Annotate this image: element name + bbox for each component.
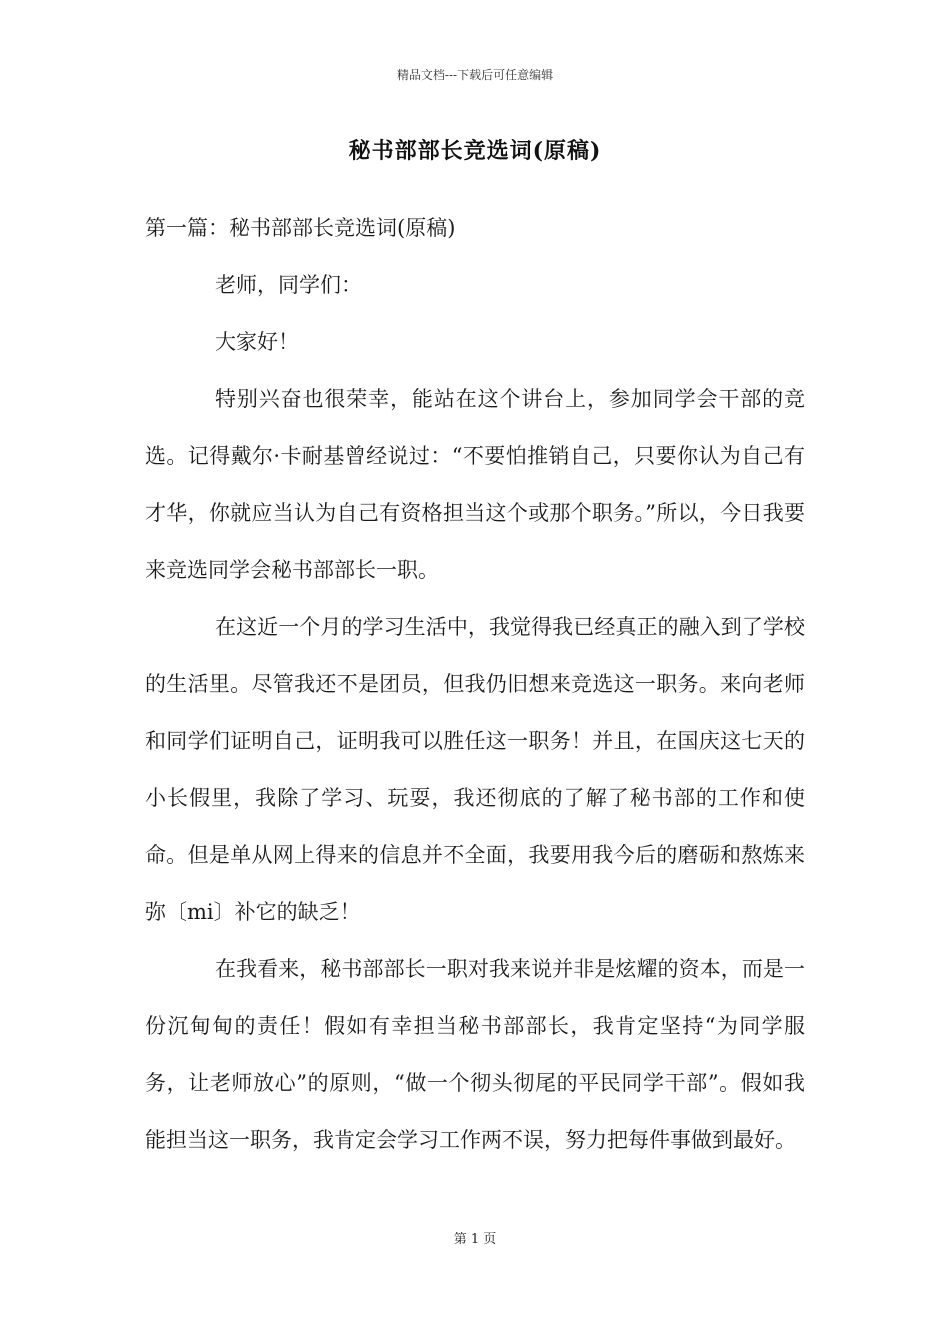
section-heading: 第一篇：秘书部部长竞选词(原稿): [145, 216, 456, 240]
salutation: 大家好！: [215, 330, 299, 354]
document-title: 秘书部部长竞选词(原稿): [348, 138, 602, 164]
paragraph: 在这近一个月的学习生活中，我觉得我已经真正的融入到了学校的生活里。尽管我还不是团员，但我仍旧想来竞选这一职务。来向老师和同学们证明自己，证明我可以胜任这一职务！并且，在国庆这七天的小长假里，我除了学习、玩耍，我还彻底的了解了秘书部的工作和使命。但是单从网上得来的信息并不全面，我要用我今后的磨砺和熬炼来弥〔mi〕补它的缺乏！: [145, 615, 805, 924]
page-number: 第 1 页: [453, 1232, 497, 1247]
greeting: 老师，同学们：: [215, 273, 362, 297]
header-note: 精品文档---下载后可任意编辑: [396, 68, 554, 82]
document-body: [145, 200, 805, 1169]
paragraph: 特别兴奋也很荣幸，能站在这个讲台上，参加同学会干部的竞选。记得戴尔·卡耐基曾经说过：“不要怕推销自己，只要你认为自己有才华，你就应当认为自己有资格担当这个或那个职务。”所以，今日我要来竞选同学会秘书部部长一职。: [145, 387, 805, 582]
paragraph: 在我看来，秘书部部长一职对我来说并非是炫耀的资本，而是一份沉甸甸的责任！假如有幸担当秘书部部长，我肯定坚持“为同学服务，让老师放心”的原则，“做一个彻头彻尾的平民同学干部”。假如我能担当这一职务，我肯定会学习工作两不误，努力把每件事做到最好。: [145, 957, 805, 1152]
